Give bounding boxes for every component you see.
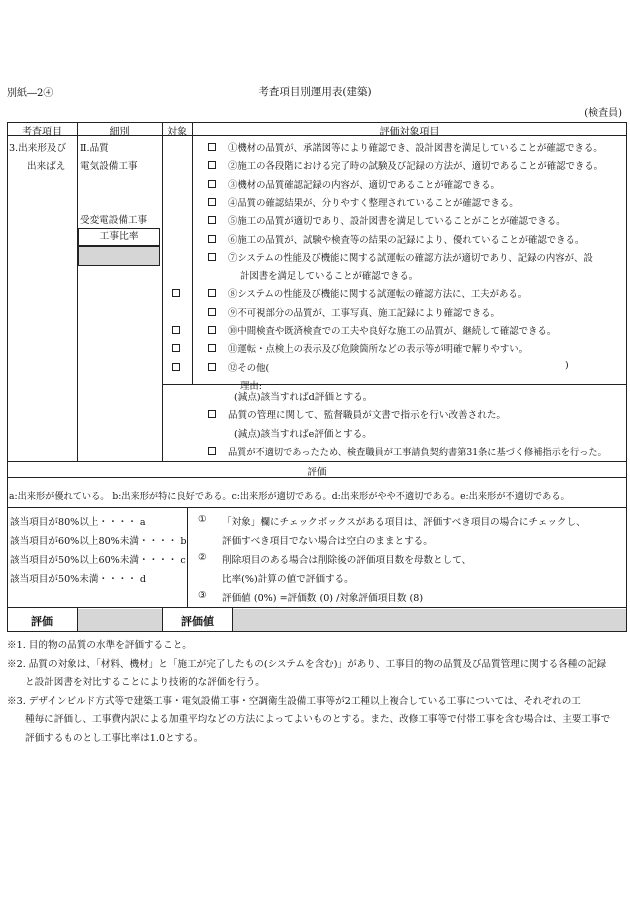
rule-1-number: ① xyxy=(198,514,207,525)
evaluation-value-field[interactable] xyxy=(233,609,626,631)
header-category: 考査項目 xyxy=(22,127,62,138)
item-text: ⑦システムの性能及び機能に関する試運転の確認方法が適切であり、記録の内容が、設 xyxy=(228,252,593,264)
note-line: と設計図書を対比することにより技術的な評価を行う。 xyxy=(25,677,265,688)
inspector-label: (検査員) xyxy=(584,108,622,119)
ratio-label: 工事比率 xyxy=(99,231,139,242)
evaluation-label: 評価 xyxy=(31,615,53,628)
item-checkbox[interactable] xyxy=(208,326,216,334)
item-text: ②施工の各段階における完了時の試験及び記録の方法が、適切であることが確認できる。 xyxy=(228,161,604,173)
deduction-d-heading: (減点)該当すればd評価とする。 xyxy=(234,392,373,403)
rule-1-line2: 評価すべき項目でない場合は空白のままとする。 xyxy=(222,536,433,547)
threshold-a: 該当項目が80%以上・・・・ a xyxy=(10,517,146,528)
deduction-e-checkbox[interactable] xyxy=(208,447,216,455)
header-evaluation-items: 評価対象項目 xyxy=(379,127,440,138)
reason-label: 理由: xyxy=(240,380,262,392)
item-text: ④品質の確認結果が、分りやすく整理されていることが確認できる。 xyxy=(228,197,519,209)
ratio-input[interactable] xyxy=(78,246,160,266)
category-label-1: 3.出来形及び xyxy=(9,143,67,154)
deduction-d-checkbox[interactable] xyxy=(208,410,216,418)
item-checkbox[interactable] xyxy=(208,344,216,352)
other-close-paren: ) xyxy=(565,359,569,371)
header-subcategory: 細別 xyxy=(109,127,130,138)
target-checkbox[interactable] xyxy=(172,363,180,371)
category-label-2: 出来ばえ xyxy=(27,161,66,172)
evaluation-result-field[interactable] xyxy=(78,609,162,631)
item-text: ⑪運転・点検上の表示及び危険箇所などの表示等が明確で解りやすい。 xyxy=(228,344,529,356)
note-line: ※2. 品質の対象は、「材料、機材」と「施工が完了したもの(システムを含む)」があり、工事目的物の品質及び品質管理に関する各種の記録 xyxy=(7,658,607,670)
rule-3-formula: 評価値 (0%) =評価数 (0) /対象評価項目数 (8) xyxy=(222,593,424,604)
item-text: ⑥施工の品質が、試験や検査等の結果の記録により、優れていることが確認できる。 xyxy=(228,234,585,246)
threshold-c: 該当項目が50%以上60%未満・・・・ c xyxy=(10,555,186,566)
item-checkbox[interactable] xyxy=(208,180,216,188)
evaluation-scale: a:出来形が優れている。 b:出来形が特に良好である。c:出来形が適切である。d:出来形がやや不適切である。e:出来形が不適切である。 xyxy=(9,491,570,502)
note-line: 評価するものとし工事比率は1.0とする。 xyxy=(25,732,204,744)
item-text: ⑫その他( xyxy=(228,362,270,374)
item-checkbox[interactable] xyxy=(208,363,216,371)
item-text: ⑨不可視部分の品質が、工事写真、施工記録により確認できる。 xyxy=(228,307,500,319)
threshold-b: 該当項目が60%以上80%未満・・・・ b xyxy=(10,536,187,547)
page-title: 考査項目別運用表(建築) xyxy=(258,86,372,98)
item-checkbox[interactable] xyxy=(208,143,216,151)
item-text: ⑧システムの性能及び機能に関する試運転の確認方法に、工夫がある。 xyxy=(228,289,528,301)
substation-work-label: 受変電設備工事 xyxy=(80,215,148,226)
ratio-label-box xyxy=(78,228,160,246)
rule-3-number: ③ xyxy=(198,590,207,601)
deduction-e-text: 品質が不適切であったため、検査職員が工事請負契約書第31条に基づく修補指示を行った。 xyxy=(228,447,607,458)
rule-2-line2: 比率(%)計算の値で評価する。 xyxy=(222,574,354,585)
item-text: ①機材の品質が、承諾図等により確認でき、設計図書を満足していることが確認できる。 xyxy=(228,143,603,154)
document-id: 別紙―2④ xyxy=(7,88,54,99)
item-checkbox[interactable] xyxy=(208,161,216,169)
note-line: 種毎に評価し、工事費内訳による加重平均などの方法によってよいものとする。また、改修工事等で付帯工事を含む場合は、主要工事で xyxy=(25,714,611,725)
note-line: ※3. デザインビルド方式等で建築工事・電気設備工事・空調衛生設備工事等が2工種以上複合している工事については、それぞれの工 xyxy=(7,695,581,707)
item-text: ⑤施工の品質が適切であり、設計図書を満足していることがことが確認できる。 xyxy=(228,216,566,228)
header-target: 対象 xyxy=(167,127,187,138)
item-checkbox[interactable] xyxy=(208,198,216,206)
deduction-d-text: 品質の管理に関して、監督職員が文書で指示を行い改善された。 xyxy=(228,410,507,421)
item-text: ③機材の品質確認記録の内容が、適切であることが確認できる。 xyxy=(228,179,500,191)
rule-1-line1: 「対象」欄にチェックボックスがある項目は、評価すべき項目の場合にチェックし、 xyxy=(222,517,586,528)
electrical-work-label: 電気設備工事 xyxy=(80,161,138,172)
item-checkbox[interactable] xyxy=(208,216,216,224)
item-checkbox[interactable] xyxy=(208,235,216,243)
threshold-d: 該当項目が50%未満・・・・ d xyxy=(10,574,147,585)
item-checkbox[interactable] xyxy=(208,253,216,261)
evaluation-value-label: 評価値 xyxy=(181,615,214,628)
deduction-e-heading: (減点)該当すればe評価とする。 xyxy=(234,429,372,440)
item-checkbox[interactable] xyxy=(208,289,216,297)
item-text: ⑩中間検査や既済検査での工夫や良好な施工の品質が、継続して確認できる。 xyxy=(228,326,557,337)
item-checkbox[interactable] xyxy=(208,308,216,316)
quality-label: Ⅱ.品質 xyxy=(80,143,109,154)
rule-2-number: ② xyxy=(198,552,207,563)
target-checkbox[interactable] xyxy=(172,344,180,352)
note-line: ※1. 目的物の品質の水準を評価すること。 xyxy=(7,640,192,651)
rule-2-line1: 削除項目のある場合は削除後の評価項目数を母数として、 xyxy=(222,555,472,566)
target-checkbox[interactable] xyxy=(172,326,180,334)
evaluation-title: 評価 xyxy=(307,467,327,478)
item-text-continued: 計図書を満足していることが確認できる。 xyxy=(240,271,419,283)
target-checkbox[interactable] xyxy=(172,289,180,297)
